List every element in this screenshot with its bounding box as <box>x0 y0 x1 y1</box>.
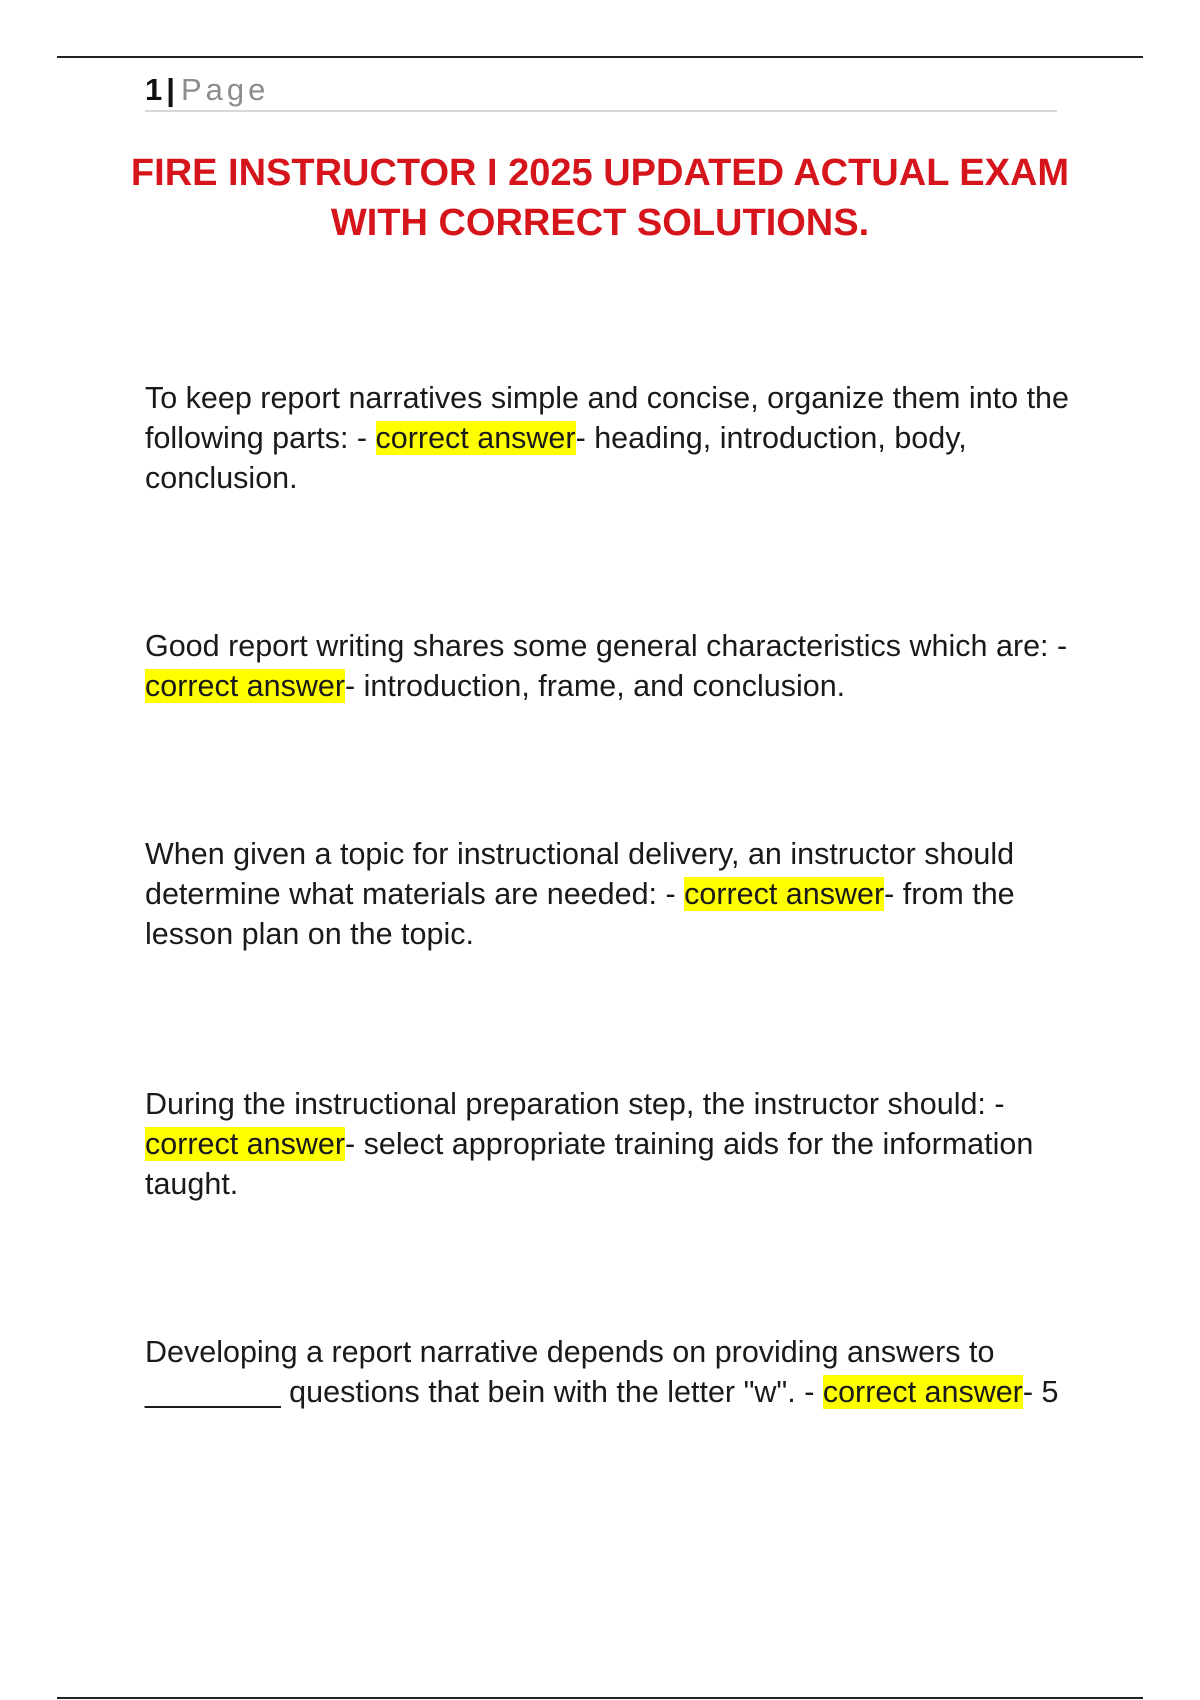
page-header <box>145 70 1057 112</box>
answer-text: - introduction, frame, and conclusion. <box>345 669 846 703</box>
top-rule <box>57 56 1143 58</box>
correct-answer-marker: correct answer <box>145 669 346 703</box>
question-item <box>145 378 1075 498</box>
question-text: Good report writing shares some general characteristics which are: - <box>145 629 1068 663</box>
question-text: During the instructional preparation step, the instructor should: - <box>145 1087 1005 1121</box>
answer-text: - 5 <box>1022 1375 1059 1409</box>
page-number: 1 <box>145 72 163 107</box>
page-label: Page <box>180 72 270 107</box>
correct-answer-marker: correct answer <box>375 421 576 455</box>
question-item <box>145 1084 1075 1204</box>
question-item <box>145 834 1075 954</box>
correct-answer-marker: correct answer <box>822 1375 1023 1409</box>
answer-text: - select appropriate training aids for the information taught. <box>145 1127 1034 1201</box>
question-text: Developing a report narrative depends on providing answers to ________ questions that bein with the letter "w". - <box>145 1335 995 1409</box>
question-text: When given a topic for instructional delivery, an instructor should determine what materials are needed: - <box>145 837 1015 911</box>
correct-answer-marker: correct answer <box>145 1127 346 1161</box>
bottom-rule <box>57 1697 1143 1699</box>
document-title: FIRE INSTRUCTOR I 2025 UPDATED ACTUAL EXAM WITH CORRECT SOLUTIONS. <box>130 152 1070 244</box>
question-text: To keep report narratives simple and concise, organize them into the following parts: - <box>145 381 1069 455</box>
answer-text: - heading, introduction, body, conclusion. <box>145 421 967 495</box>
question-item <box>145 1332 1075 1412</box>
answer-text: - from the lesson plan on the topic. <box>145 877 1015 951</box>
question-item <box>145 626 1075 706</box>
page-separator: | <box>166 72 175 107</box>
correct-answer-marker: correct answer <box>684 877 885 911</box>
